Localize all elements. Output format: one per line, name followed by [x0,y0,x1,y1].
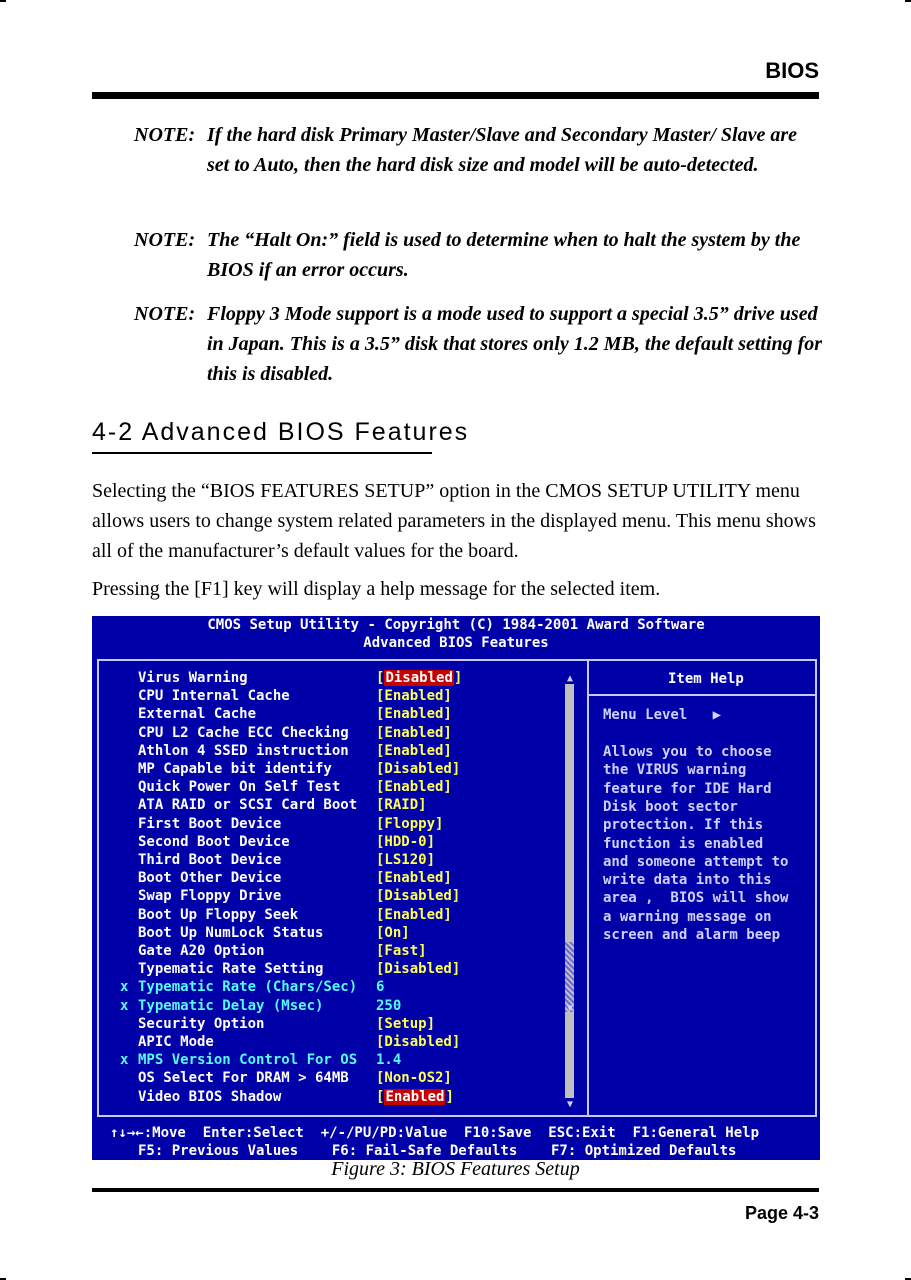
setting-value[interactable]: [Disabled] [376,670,463,686]
bios-subtitle: Advanced BIOS Features [363,635,549,651]
bios-setting-row[interactable] [138,669,462,687]
help-line: the VIRUS warning [603,762,747,779]
setting-name: Gate A20 Option [138,943,265,959]
scroll-up-icon[interactable]: ▲ [566,673,574,684]
note-label: NOTE: [134,303,196,325]
help-line: Allows you to choose [603,744,772,760]
bios-setting-row[interactable] [120,978,385,996]
note-floppy-3-mode [134,299,824,389]
scrollbar-thumb[interactable] [565,942,574,1012]
bios-setting-row[interactable] [120,1051,402,1069]
scrollbar[interactable] [565,684,574,1098]
disabled-marker: x [120,979,129,996]
help-line: area , BIOS will show [603,890,789,907]
setting-name: First Boot Device [138,815,282,832]
help-line: function is enabled [603,835,764,852]
help-line: screen and alarm beep [603,927,781,943]
setting-name: Boot Up Floppy Seek [138,906,299,923]
bios-setting-row[interactable] [138,924,410,942]
note-hdd-auto [134,120,824,180]
setting-value[interactable]: [Disabled] [376,888,461,905]
setting-value[interactable]: [LS120] [376,852,436,868]
bios-setting-row[interactable] [138,833,435,851]
setting-name: Third Boot Device [138,852,282,868]
help-line: protection. If this [603,817,764,834]
help-title-rule [589,694,815,696]
setting-name: CPU Internal Cache [138,688,290,705]
setting-name: CPU L2 Cache ECC Checking [138,724,349,741]
bios-setting-row[interactable] [138,887,460,905]
scroll-down-icon[interactable]: ▼ [566,1003,574,1014]
setting-value[interactable]: [Fast] [376,943,427,959]
bios-setting-row[interactable] [138,742,452,760]
menu-level-text: Menu Level ▶ [603,707,722,723]
setting-name: Athlon 4 SSED instruction [138,742,349,759]
bios-setting-row[interactable] [138,851,435,869]
note-text: If the hard disk Primary Master/Slave and Secondary Master/ Slave are set to Auto, then the hard disk size and model will be auto-detected. [207,124,798,176]
setting-name: Virus Warning [138,670,248,686]
disabled-marker: x [120,997,129,1014]
bios-setting-row[interactable] [138,796,427,814]
setting-value[interactable]: 250 [376,997,402,1014]
bios-setting-row[interactable] [138,1033,460,1051]
figure-caption: Figure 3: BIOS Features Setup [331,1158,580,1180]
setting-name: Security Option [138,1015,265,1032]
setting-value[interactable]: [Enabled] [376,688,452,705]
disabled-marker: x [120,1052,129,1069]
note-text: The “Halt On:” field is used to determine when to halt the system by the BIOS if an error occurs. [207,229,801,281]
section-rule [92,452,432,454]
note-label: NOTE: [134,124,196,146]
setting-name: External Cache [138,706,257,723]
setting-value[interactable]: [Non-OS2] [376,1070,452,1087]
setting-name: Quick Power On Self Test [138,779,341,796]
help-line: Disk boot sector [603,798,738,815]
setting-value[interactable]: [Floppy] [376,815,444,832]
setting-value[interactable]: [Enabled] [376,706,452,723]
note-text: Floppy 3 Mode support is a mode used to support a special 3.5” drive used in Japan. This is a 3.5” disk that stores only 1.2 MB, the default setting for this is disabled. [207,303,823,385]
scroll-down-end-icon[interactable]: ▼ [566,1099,574,1110]
setting-value[interactable]: 6 [376,979,385,996]
bios-setting-row[interactable] [138,1088,454,1106]
note-label: NOTE: [134,229,196,251]
help-line: feature for IDE Hard [603,780,772,797]
setting-value[interactable]: [Enabled] [376,870,452,887]
selected-value-highlight[interactable]: Enabled [385,1088,445,1105]
bios-setting-row[interactable] [138,906,452,924]
bios-setting-row[interactable] [138,815,443,833]
section-title: 4-2 Advanced BIOS Features [92,418,470,446]
bios-setting-row[interactable] [138,942,427,960]
help-line: and someone attempt to [603,853,789,870]
bios-title: CMOS Setup Utility - Copyright (C) 1984-2001 Award Software [207,617,705,633]
setting-value[interactable]: [Setup] [376,1015,436,1032]
setting-value[interactable]: [Enabled] [376,724,452,741]
bios-setting-row[interactable] [138,724,452,742]
setting-name: APIC Mode [138,1034,214,1050]
frame-divider [587,661,589,1115]
setting-value[interactable]: [Disabled] [376,761,461,777]
setting-name: MP Capable bit identify [138,761,332,777]
bios-footer-keys-line1: ↑↓→←:Move Enter:Select +/-/PU/PD:Value F10:Save ESC:Exit F1:General Help [110,1125,760,1141]
setting-name: Typematic Rate Setting [138,961,324,978]
setting-value[interactable]: [RAID] [376,797,427,814]
section-paragraph: Selecting the “BIOS FEATURES SETUP” option in the CMOS SETUP UTILITY menu allows users to change system related parameters in the displayed menu. This menu shows all of the manufacturer’s default values for the board. [92,480,816,562]
help-line: write data into this [603,872,772,889]
bios-setting-row[interactable] [138,760,460,778]
setting-name: Boot Other Device [138,870,282,887]
setting-value[interactable]: [Enabled] [376,906,452,923]
setting-name: Second Boot Device [138,833,290,850]
page-header-title: BIOS [765,58,819,83]
setting-name: ATA RAID or SCSI Card Boot [138,797,358,814]
header-rule [92,92,819,99]
setting-value[interactable]: [Enabled] [376,1088,454,1105]
setting-name: Typematic Rate (Chars/Sec) [138,979,358,996]
note-halt-on [134,225,824,285]
setting-value[interactable]: [On] [376,924,410,941]
help-key-paragraph: Pressing the [F1] key will display a help message for the selected item. [92,578,661,600]
bios-setting-row[interactable] [138,960,460,978]
setting-name: Video BIOS Shadow [138,1088,282,1105]
setting-value[interactable]: [Enabled] [376,779,452,796]
setting-value[interactable]: [Disabled] [376,961,461,978]
footer-rule [92,1188,819,1192]
page-number: Page 4-3 [744,1203,819,1223]
setting-value[interactable]: [Disabled] [376,1034,461,1050]
item-help-title: Item Help [668,671,744,687]
setting-value[interactable]: [HDD-0] [376,833,436,850]
bios-setting-row[interactable] [138,869,452,887]
setting-name: Typematic Delay (Msec) [138,997,324,1014]
bios-setting-row[interactable] [138,1069,452,1087]
setting-name: Boot Up NumLock Status [138,924,324,941]
bios-setting-row[interactable] [138,687,452,705]
setting-value[interactable]: 1.4 [376,1052,402,1069]
bios-setting-row[interactable] [120,997,402,1015]
help-line: a warning message on [603,908,772,925]
bios-screen [92,616,820,1160]
bios-setting-row[interactable] [138,1015,435,1033]
bios-setting-row[interactable] [138,705,452,723]
bios-setting-row[interactable] [138,778,452,796]
setting-name: OS Select For DRAM > 64MB [138,1070,349,1087]
setting-name: Swap Floppy Drive [138,888,282,905]
setting-name: MPS Version Control For OS [138,1052,358,1069]
selected-value-highlight[interactable]: Disabled [385,670,453,686]
setting-value[interactable]: [Enabled] [376,742,452,759]
bios-footer-keys-line2: F5: Previous Values F6: Fail-Safe Defaults F7: Optimized Defaults [138,1143,737,1159]
